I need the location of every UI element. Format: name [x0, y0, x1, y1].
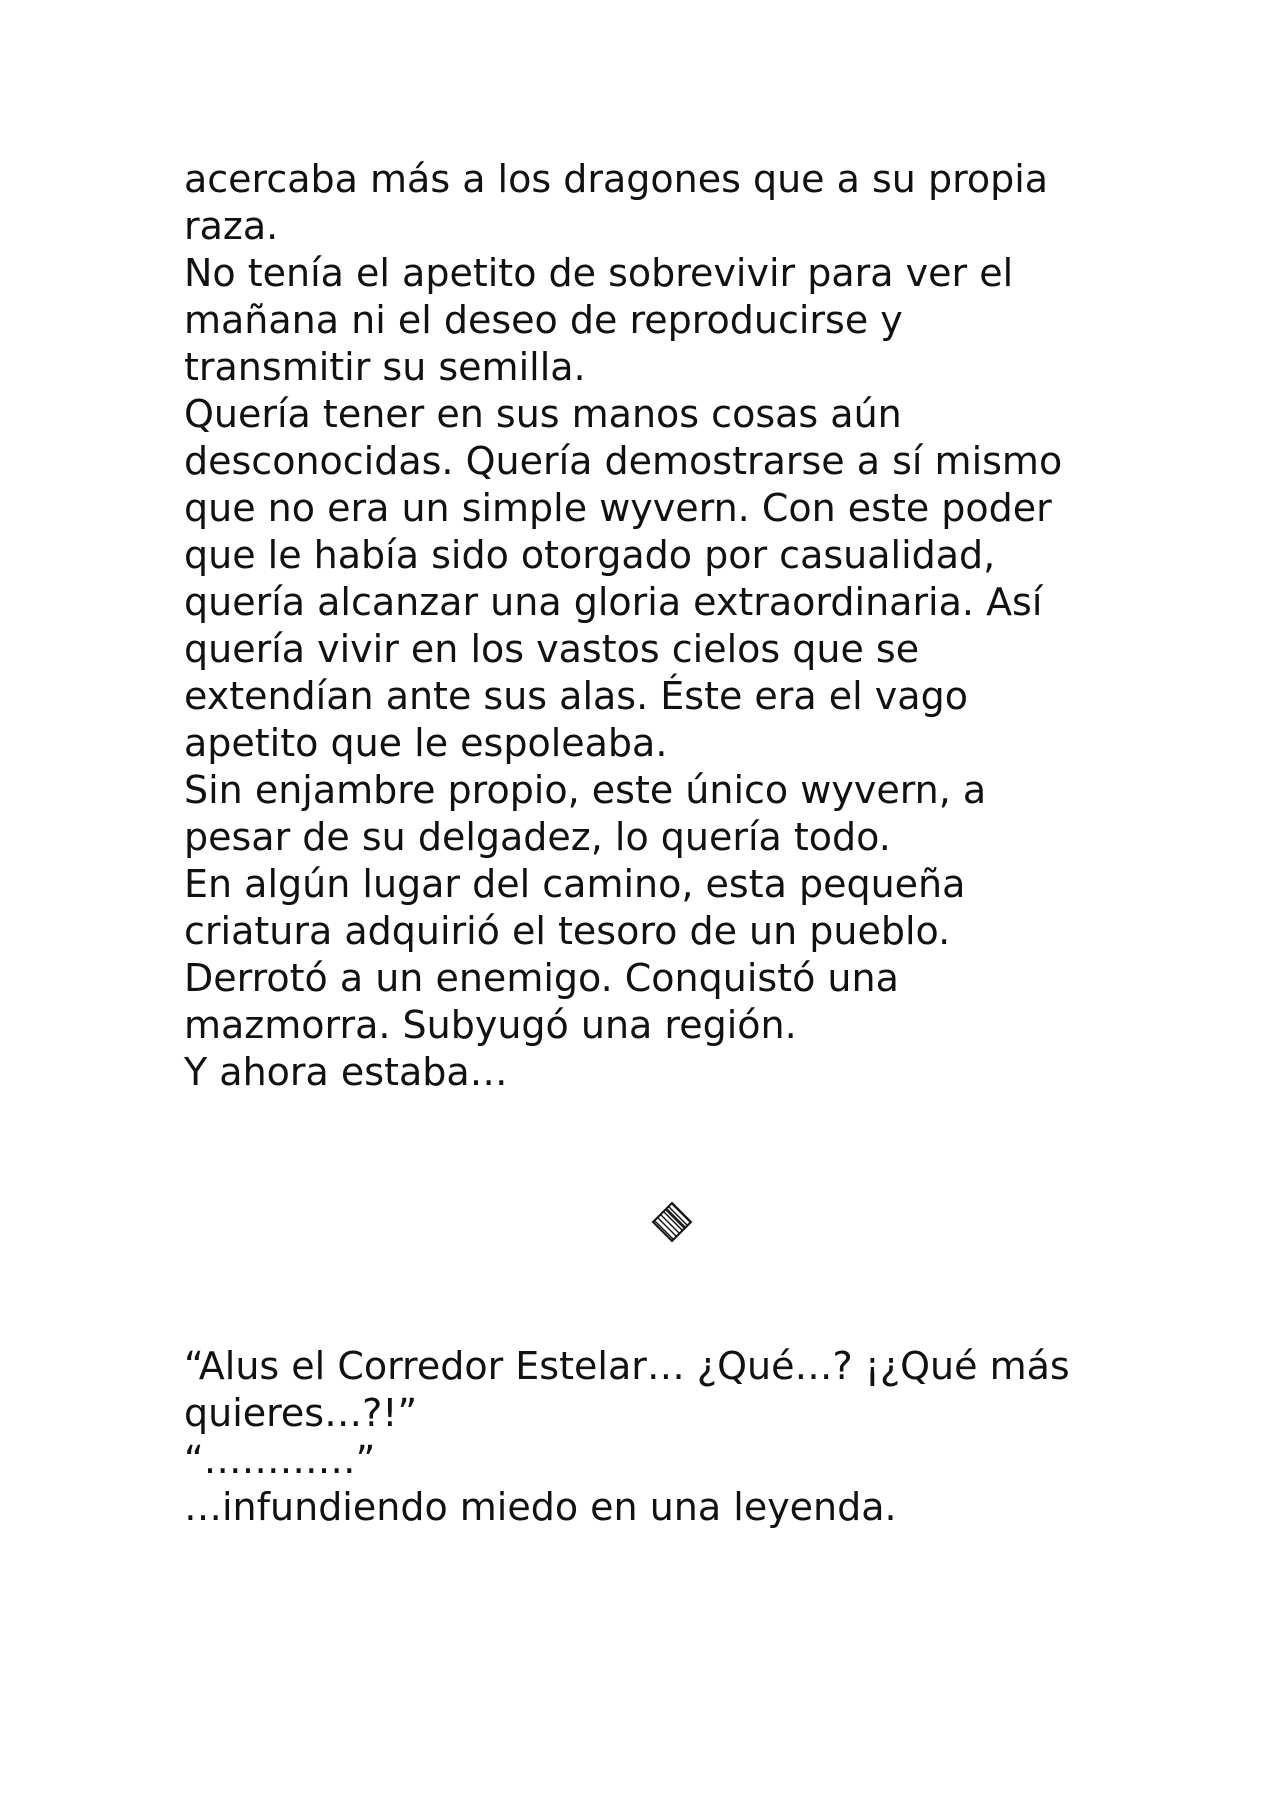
- hatched-diamond-icon: [650, 1200, 694, 1244]
- text-line: criatura adquirió el tesoro de un pueblo.: [184, 909, 951, 953]
- text-line: extendían ante sus alas. Éste era el vago: [184, 674, 968, 718]
- text-line: acercaba más a los dragones que a su propia: [184, 157, 1049, 201]
- text-line: pesar de su delgadez, lo quería todo.: [184, 815, 891, 859]
- text-line: quería vivir en los vastos cielos que se: [184, 627, 920, 671]
- text-line: “…………”: [184, 1438, 376, 1482]
- text-line: En algún lugar del camino, esta pequeña: [184, 862, 966, 906]
- text-line: Y ahora estaba…: [184, 1050, 508, 1094]
- text-line: quería alcanzar una gloria extraordinaria. Así: [184, 580, 1043, 624]
- text-line: mazmorra. Subyugó una región.: [184, 1003, 797, 1047]
- text-line: apetito que le espoleaba.: [184, 721, 668, 765]
- text-line: Quería tener en sus manos cosas aún: [184, 392, 902, 436]
- text-line: quieres…?!”: [184, 1391, 418, 1435]
- text-line: raza.: [184, 204, 279, 248]
- text-line: que no era un simple wyvern. Con este poder: [184, 486, 1052, 530]
- text-line: desconocidas. Quería demostrarse a sí mismo: [184, 439, 1063, 483]
- text-line: “Alus el Corredor Estelar… ¿Qué…? ¡¿Qué más: [184, 1344, 1070, 1388]
- text-line: transmitir su semilla.: [184, 345, 586, 389]
- text-line: No tenía el apetito de sobrevivir para ver el: [184, 251, 1014, 295]
- dialogue-paragraphs: [184, 1343, 1104, 1531]
- text-line: mañana ni el deseo de reproducirse y: [184, 298, 903, 342]
- text-line: Sin enjambre propio, este único wyvern, a: [184, 768, 987, 812]
- main-paragraphs: [184, 156, 1104, 1096]
- text-line: que le había sido otorgado por casualidad,: [184, 533, 996, 577]
- text-line: Derrotó a un enemigo. Conquistó una: [184, 956, 899, 1000]
- text-line: …infundiendo miedo en una leyenda.: [184, 1485, 897, 1529]
